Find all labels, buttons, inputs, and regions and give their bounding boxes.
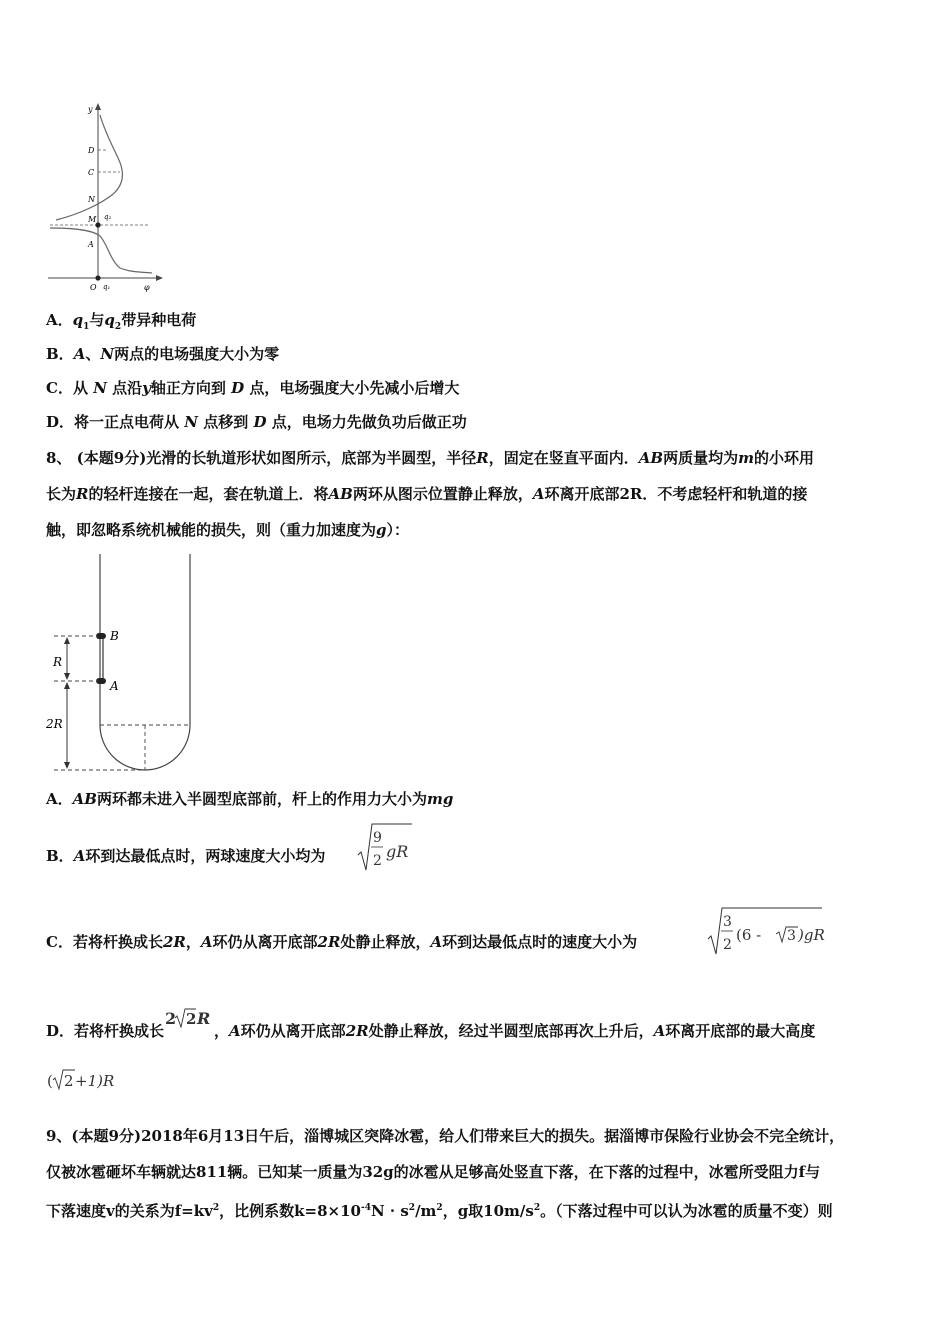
q9-stem: 9、(本题9分)2018年6月13日午后，淄博城区突降冰雹，给人们带来巨大的损失。据淄博市保险行业协会不完全统计， 仅被冰雹砸坏车辆就达811辆。已知某一质量为32g的冰雹从足够高处竖直下落，在下落的过程中，冰雹所受阻力f与 下落速度v的关系为$f=kv^2$，比例系数$k=8\times 10^{-4}N \cdot s^2/m^2$，g取$10m/s^2$。（下落过程中可以认为冰雹的质量不变）则 (46, 1127, 845, 1220)
label-ring-a: A (110, 679, 119, 693)
track-figure (40, 552, 210, 778)
formula-b-tail: gR (386, 842, 409, 861)
q8-option-a: A．AB两环都未进入半圆型底部前，杆上的作用力大小为mg (46, 790, 454, 808)
q8-option-b: B．A环到达最低点时，两球速度大小均为 (46, 847, 326, 865)
label-q1: q₁ (103, 283, 111, 291)
potential-graph-figure (40, 100, 170, 295)
q7-option-b: B．A、N两点的电场强度大小为零 (46, 345, 280, 363)
dimension-r-arrow-up (64, 637, 70, 644)
formula-c (706, 906, 832, 958)
label-q2: q₂ (104, 213, 112, 221)
dimension-r-arrow-down (64, 673, 70, 680)
label-n: N (88, 195, 95, 204)
label-a: A (88, 240, 94, 249)
charge-q1-dot (95, 275, 100, 280)
label-r: R (53, 655, 63, 669)
formula-d-coef: 2 (165, 1009, 177, 1028)
formula-c-expr: (6 - (736, 926, 762, 944)
q7-option-d: D．将一正点电荷从 N 点移到 D 点，电场力先做负功后做正功 (46, 413, 467, 431)
label-c: C (88, 168, 95, 177)
dimension-2r-arrow-down (64, 762, 70, 769)
answer-rad: 2 (64, 1072, 74, 1090)
fraction-c-num: 3 (723, 914, 732, 930)
formula-d-r: R (197, 1009, 211, 1028)
label-d: D (88, 146, 95, 155)
formula-d-rad: 2 (186, 1010, 197, 1028)
fraction-b-num: 9 (373, 830, 382, 846)
q7-option-a: A．$q_1$与$q_2$带异种电荷 (46, 311, 197, 332)
x-axis-arrow (156, 275, 163, 281)
q8-stem: 8、 (本题9分)光滑的长轨道形状如图所示，底部为半圆型，半径R，固定在竖直平面内．AB两质量均为m的小环用 长为R的轻杆连接在一起，套在轨道上．将AB两环从图示位置静止释放，A环离开底部2R．不考虑轻杆和轨道的接 触，即忽略系统机械能的损失，则（重力加速度为g）： (46, 449, 815, 539)
label-m: M (88, 215, 97, 224)
q8-option-d: D．若将杆换成长 2 2 R ，A环仍从离开底部2R处静止释放，经过半圆型底部再次上升后，A环离开底部的最大高度 (46, 1004, 815, 1041)
formula-d-answer (46, 1066, 136, 1094)
fraction-c-den: 2 (723, 937, 732, 953)
q8-option-c: C．若将杆换成长2R，A环仍从离开底部2R处静止释放，A环到达最低点时的速度大小为 (46, 933, 638, 951)
y-axis-arrow (95, 103, 101, 110)
lower-curve (50, 228, 152, 273)
answer-open-paren: ( (47, 1072, 53, 1090)
formula-c-tail: )gR (798, 926, 825, 944)
formula-b (356, 822, 416, 874)
formula-d-length (164, 1004, 214, 1030)
q7-option-c: C．从 N 点沿y轴正方向到 D 点，电场强度大小先减小后增大 (46, 379, 460, 397)
label-y: y (88, 105, 93, 114)
formula-c-rad: 3 (787, 928, 796, 944)
label-o: O (90, 283, 97, 292)
answer-tail: +1)R (75, 1072, 115, 1090)
dimension-2r-arrow-up (64, 682, 70, 689)
label-2r: 2R (46, 717, 63, 731)
label-phi: φ (144, 283, 150, 292)
label-ring-b: B (110, 629, 119, 643)
fraction-b-den: 2 (373, 853, 382, 869)
